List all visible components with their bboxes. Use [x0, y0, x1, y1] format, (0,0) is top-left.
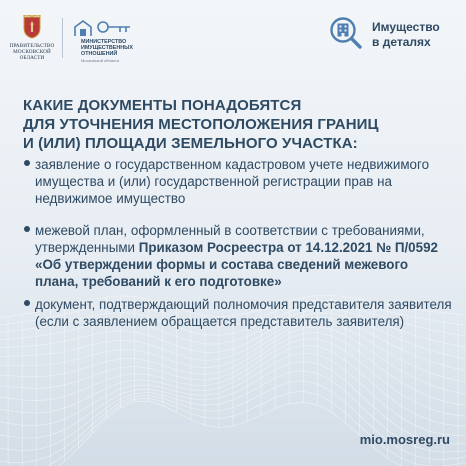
government-name — [6, 43, 58, 62]
brand-line-1: Имущество — [372, 20, 440, 34]
coat-of-arms-icon — [23, 15, 41, 39]
ministry-subtitle: Московской области — [81, 58, 120, 63]
bullet-icon — [24, 160, 30, 166]
ministry-line-2: ИМУЩЕСТВЕННЫХ — [81, 45, 134, 52]
ministry-line-1: МИНИСТЕРСТВО — [81, 39, 127, 45]
list-item — [24, 222, 454, 290]
title-line-1: КАКИЕ ДОКУМЕНТЫ ПОНАДОБЯТСЯ — [23, 97, 302, 114]
government-line-2: МОСКОВСКОЙ — [13, 49, 51, 56]
list-item-text-regular: межевой план, оформленный в соответствии с требованиями, утвержденными — [35, 223, 425, 255]
list-item — [24, 156, 454, 207]
title-line-2: ДЛЯ УТОЧНЕНИЯ МЕСТОПОЛОЖЕНИЯ ГРАНИЦ — [23, 116, 379, 133]
list-item-text: заявление о государственном кадастровом учете недвижимого имущества и (или) государственной регистрации прав на недвижимое имущество — [35, 157, 430, 206]
list-item — [24, 296, 454, 330]
brand-line-2: в деталях — [372, 35, 431, 49]
header — [0, 0, 466, 80]
bullet-icon — [24, 226, 30, 232]
list-item-text — [35, 222, 454, 290]
website-url: mio.mosreg.ru — [359, 432, 450, 447]
list-item-text-bold: Приказом Росреестра от 14.12.2021 № П/0592 «Об утверждении формы и состава сведений межевого плана, требований к его подготовке» — [35, 240, 438, 289]
government-line-1: ПРАВИТЕЛЬСТВО — [9, 43, 55, 49]
ministry-name — [81, 39, 151, 58]
header-divider — [62, 18, 63, 58]
page-title — [23, 96, 453, 153]
ministry-logo-icon — [72, 18, 134, 38]
bullet-icon — [24, 300, 30, 306]
brand-name — [372, 20, 462, 50]
magnifier-building-icon — [329, 16, 363, 50]
list-item-text: документ, подтверждающий полномочия представителя заявителя (если с заявлением обращается представитель заявителя) — [35, 297, 452, 329]
title-line-3: И (ИЛИ) ПЛОЩАДИ ЗЕМЕЛЬНОГО УЧАСТКА: — [23, 135, 358, 152]
ministry-line-3: ОТНОШЕНИЙ — [81, 51, 118, 58]
government-line-3: ОБЛАСТИ — [19, 55, 45, 62]
